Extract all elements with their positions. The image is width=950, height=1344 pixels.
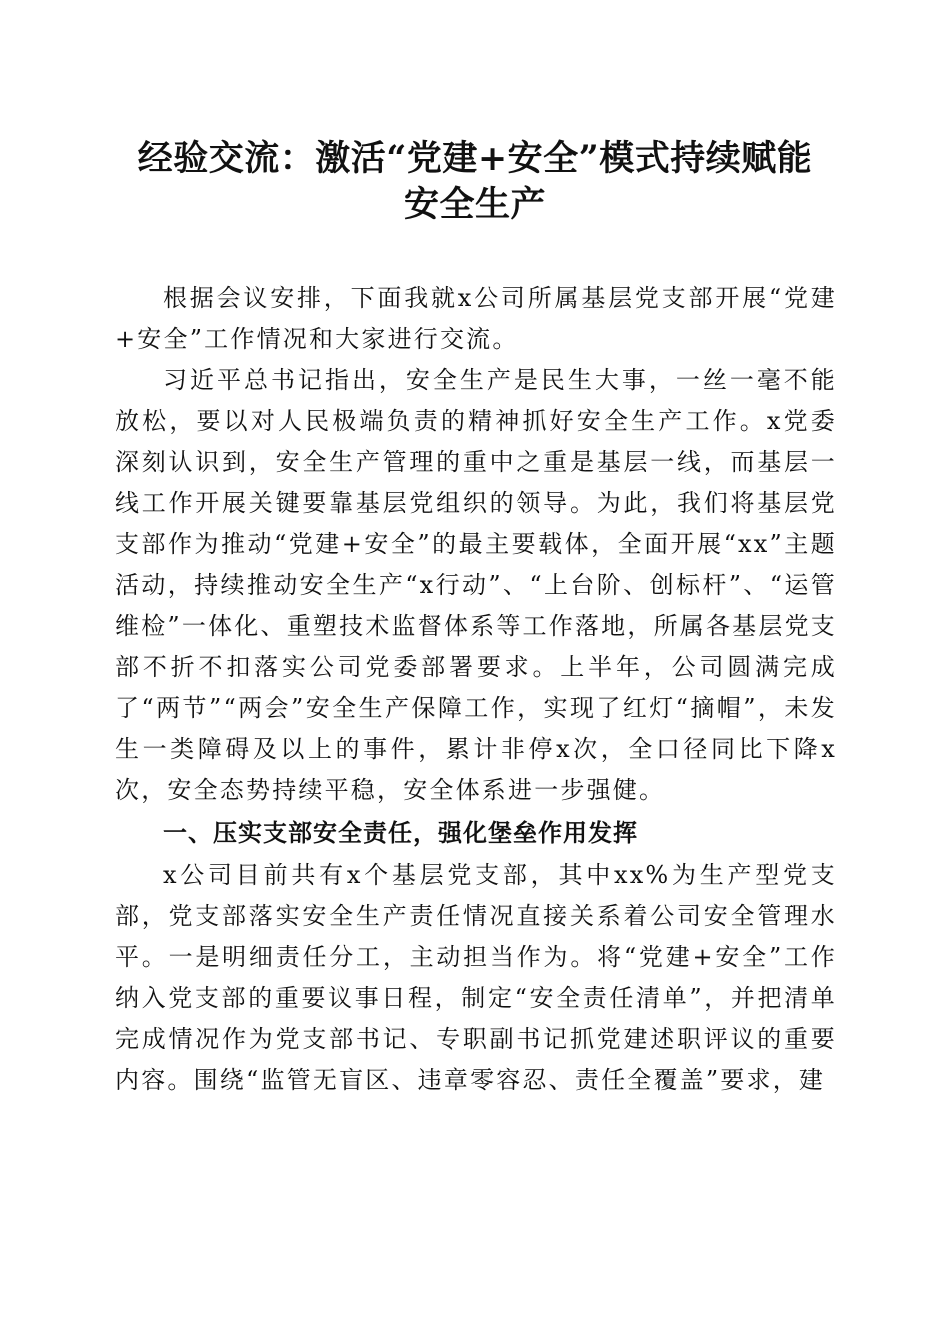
section-heading-1: 一、压实支部安全责任，强化堡垒作用发挥 (163, 819, 638, 847)
paragraph-intro: 根据会议安排，下面我就x公司所属基层党支部开展“党建+安全”工作情况和大家进行交流。 (115, 284, 837, 353)
title-line-2: 安全生产 (403, 184, 546, 225)
title-line-1: 经验交流：激活“党建+安全”模式持续赋能 (137, 138, 813, 179)
document-title (100, 136, 850, 228)
paragraph-background: 习近平总书记指出，安全生产是民生大事，一丝一毫不能放松，要以对人民极端负责的精神抓好安全生产工作。x党委深刻认识到，安全生产管理的重中之重是基层一线，而基层一线工作开展关键要靠基层党组织的领导。为此，我们将基层党支部作为推动“党建+安全”的最主要载体，全面开展“xx”主题活动，持续推动安全生产“x行动”、“上台阶、创标杆”、“运管维检”一体化、重塑技术监督体系等工作落地，所属各基层党支部不折不扣落实公司党委部署要求。上半年，公司圆满完成了“两节”“两会”安全生产保障工作，实现了红灯“摘帽”，未发生一类障碍及以上的事件，累计非停x次，全口径同比下降x次，安全态势持续平稳，安全体系进一步强健。 (115, 366, 837, 804)
paragraph-section-1: x公司目前共有x个基层党支部，其中xx%为生产型党支部，党支部落实安全生产责任情况直接关系着公司安全管理水平。一是明细责任分工，主动担当作为。将“党建+安全”工作纳入党支部的重要议事日程，制定“安全责任清单”，并把清单完成情况作为党支部书记、专职副书记抓党建述职评议的重要内容。围绕“监管无盲区、违章零容忍、责任全覆盖”要求，建 (115, 861, 837, 1094)
document-body (115, 278, 837, 1101)
